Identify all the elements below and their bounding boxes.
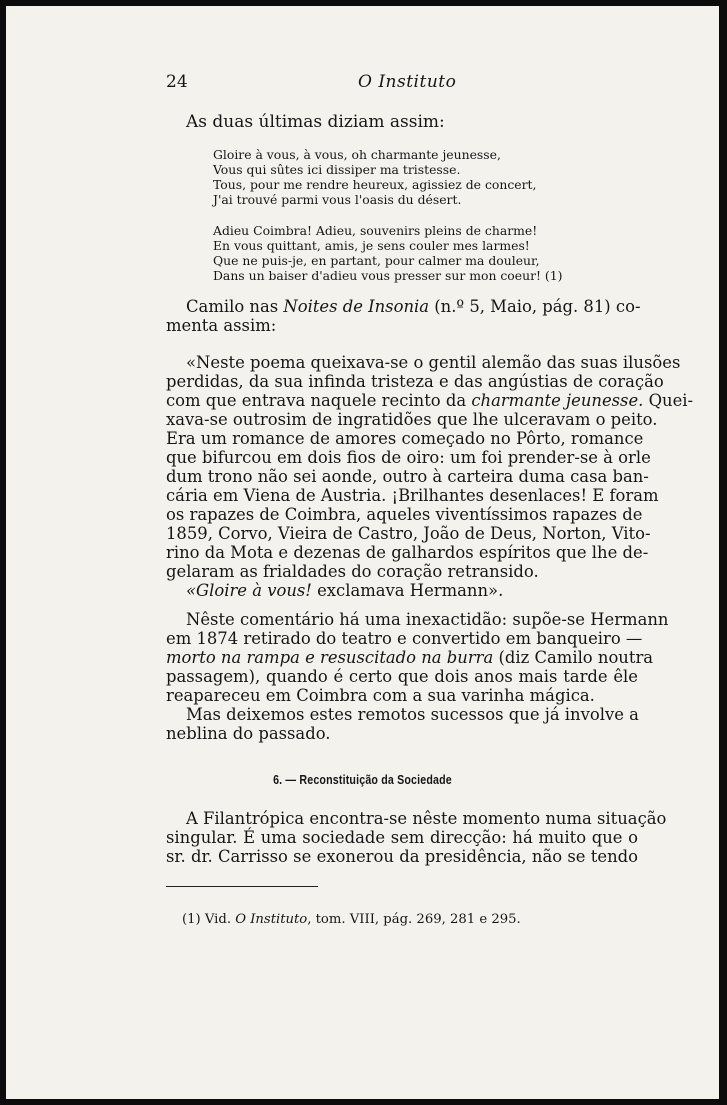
verse-line: J'ai trouvé parmi vous l'oasis du désert. <box>213 192 462 207</box>
text-run: (diz Camilo noutra <box>493 648 654 667</box>
text-run: com que entrava naquele recinto da <box>166 391 472 410</box>
verse-line: Adieu Coimbra! Adieu, souvenirs pleins de charme! <box>213 223 538 238</box>
emphasis: O Instituto <box>235 912 308 927</box>
text-line <box>166 581 638 600</box>
text-line: rino da Mota e dezenas de galhardos espíritos que lhe de- <box>166 543 649 562</box>
text-line: xava-se outrosim de ingratidões que lhe ulceravam o peito. <box>166 410 658 429</box>
page-number: 24 <box>166 72 188 92</box>
text-line: reapareceu em Coimbra com a sua varinha mágica. <box>166 686 595 705</box>
verse-line: Que ne puis-je, en partant, pour calmer ma douleur, <box>213 253 540 268</box>
text-run: Quei- <box>643 391 694 410</box>
emphasis: charmante jeunesse. <box>471 391 644 410</box>
emphasis: «Gloire à vous! <box>186 581 312 600</box>
text-line <box>166 391 694 410</box>
footnote <box>182 912 521 927</box>
paragraph-filantropica <box>166 809 667 866</box>
text-line: Era um romance de amores começado no Pôrto, romance <box>166 429 644 448</box>
text-line: passagem), quando é certo que dois anos mais tarde êle <box>166 667 638 686</box>
footnote-divider <box>166 886 318 887</box>
text-line: perdidas, da sua infinda tristeza e das angústias de coração <box>166 372 664 391</box>
page-header <box>6 72 719 96</box>
verse-line: Tous, pour me rendre heureux, agissiez de concert, <box>213 177 537 192</box>
book-page <box>6 6 719 1099</box>
text-line: neblina do passado. <box>166 724 331 743</box>
text-run: Camilo nas <box>186 297 284 316</box>
text-line: Mas deixemos estes remotos sucessos que já involve a <box>186 705 639 724</box>
text-line: cária em Viena de Austria. ¡Brilhantes desenlaces! E foram <box>166 486 659 505</box>
text-line <box>166 297 641 316</box>
verse-line: Dans un baiser d'adieu vous presser sur mon coeur! (1) <box>213 268 563 283</box>
text-line: que bifurcou em dois fios de oiro: um foi prender-se à orle <box>166 448 651 467</box>
text-run: , tom. VIII, pág. 269, 281 e 295. <box>307 912 521 927</box>
text-line: singular. É uma sociedade sem direcção: há muito que o <box>166 828 638 847</box>
text-line: 1859, Corvo, Vieira de Castro, João de Deus, Norton, Vito- <box>166 524 651 543</box>
text-line: Nêste comentário há uma inexactidão: supõe-se Hermann <box>186 610 669 629</box>
text-run: exclamava Hermann». <box>311 581 504 600</box>
text-line: menta assim: <box>166 316 277 335</box>
paragraph-camilo <box>166 297 641 335</box>
text-line: gelaram as frialdades do coração retransido. <box>166 562 539 581</box>
text-run: (n.º 5, Maio, pág. 81) co- <box>429 297 641 316</box>
text-line: em 1874 retirado do teatro e convertido em banqueiro — <box>166 629 643 648</box>
paragraph-comment <box>166 610 669 743</box>
verse-stanza-2 <box>213 223 562 283</box>
paragraph-quote <box>166 353 694 600</box>
book-title: Noites de Insonia <box>283 297 430 316</box>
text-run: (1) Vid. <box>182 912 236 927</box>
intro-line: As duas últimas diziam assim: <box>186 112 445 132</box>
verse-stanza-1 <box>213 147 536 207</box>
text-line: os rapazes de Coimbra, aqueles viventíssimos rapazes de <box>166 505 643 524</box>
text-line <box>166 648 654 667</box>
text-line: dum trono não sei aonde, outro à carteira duma casa ban- <box>166 467 649 486</box>
verse-line: Vous qui sûtes ici dissiper ma tristesse. <box>213 162 461 177</box>
verse-line: Gloire à vous, à vous, oh charmante jeunesse, <box>213 147 501 162</box>
emphasis: morto na rampa e resuscitado na burra <box>166 648 494 667</box>
text-line: «Neste poema queixava-se o gentil alemão das suas ilusões <box>186 353 681 372</box>
text-line: A Filantrópica encontra-se nêste momento numa situação <box>186 809 667 828</box>
section-heading: 6. — Reconstituição da Sociedade <box>273 772 452 787</box>
text-line: sr. dr. Carrisso se exonerou da presidência, não se tendo <box>166 847 638 866</box>
verse-line: En vous quittant, amis, je sens couler mes larmes! <box>213 238 530 253</box>
running-title: O Instituto <box>358 72 457 92</box>
